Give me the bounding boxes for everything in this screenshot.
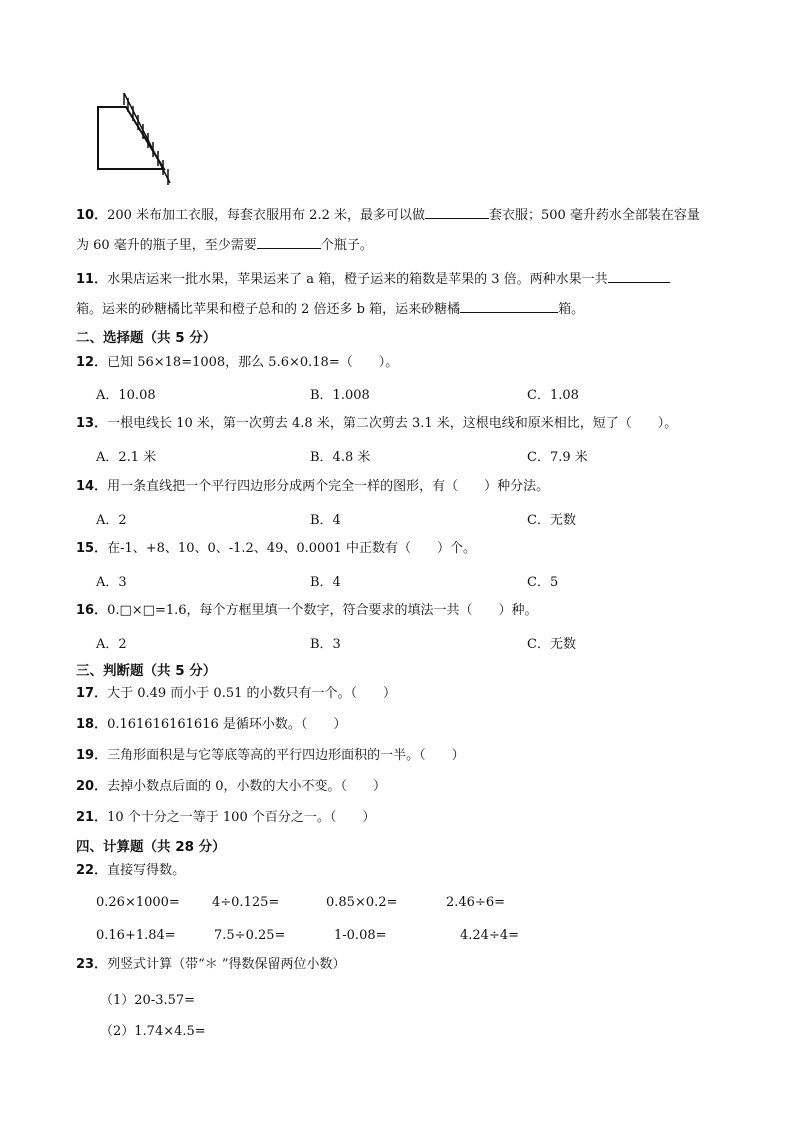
option-c[interactable]: C．无数	[527, 637, 576, 652]
option-a[interactable]: A．2.1 米	[96, 450, 157, 465]
option-a[interactable]: A．2	[96, 637, 127, 652]
calc-item: （1）20-3.57=	[100, 993, 196, 1008]
question-21: 21．10 个十分之一等于 100 个百分之一。（ ）	[76, 810, 376, 825]
option-a[interactable]: A．3	[96, 575, 127, 590]
calc-item: （2）1.74×4.5=	[100, 1024, 206, 1039]
question-16: 16．0.□×□=1.6，每个方框里填一个数字，符合要求的填法一共（ ）种。	[76, 603, 538, 618]
question-number: 11．	[76, 272, 108, 287]
answer-blank[interactable]	[257, 236, 321, 249]
answer-blank[interactable]	[608, 270, 670, 283]
question-number: 17．	[76, 686, 108, 701]
question-number: 23．	[76, 957, 108, 972]
option-c[interactable]: C．5	[527, 575, 559, 590]
question-22: 22．直接写得数。	[76, 863, 186, 878]
question-number: 16．	[76, 603, 108, 618]
question-19: 19．三角形面积是与它等底等高的平行四边形面积的一半。（ ）	[76, 748, 465, 763]
option-b[interactable]: B．4	[310, 513, 341, 528]
question-15: 15．在-1、+8、10、0、-1.2、49、0.0001 中正数有（ ）个。	[76, 541, 476, 556]
calc-item: 0.26×1000=	[96, 895, 180, 910]
question-20: 20．去掉小数点后面的 0，小数的大小不变。（ ）	[76, 779, 386, 794]
question-14: 14．用一条直线把一个平行四边形分成两个完全一样的图形，有（ ）种分法。	[76, 479, 550, 494]
question-number: 18．	[76, 717, 108, 732]
question-11: 11．水果店运来一批水果，苹果运来了 a 箱，橙子运来的箱数是苹果的 3 倍。两种水果一共	[76, 270, 670, 289]
answer-blank[interactable]	[460, 300, 558, 313]
question-17: 17．大于 0.49 而小于 0.51 的小数只有一个。（ ）	[76, 686, 397, 701]
option-c[interactable]: C．7.9 米	[527, 450, 588, 465]
section-heading: 四、计算题（共 28 分）	[76, 839, 226, 855]
question-number: 12．	[76, 355, 108, 370]
question-10-line-2: 为 60 毫升的瓶子里，至少需要 个瓶子。	[76, 238, 373, 253]
question-12: 12．已知 56×18=1008，那么 5.6×0.18=（ ）。	[76, 355, 399, 370]
question-number: 21．	[76, 810, 108, 825]
question-number: 20．	[76, 779, 108, 794]
option-c[interactable]: C．1.08	[527, 388, 579, 403]
question-23: 23．列竖式计算（带“＊ ”得数保留两位小数）	[76, 957, 346, 972]
calc-item: 4÷0.125=	[212, 895, 280, 910]
question-number: 15．	[76, 541, 108, 556]
option-b[interactable]: B．4.8 米	[310, 450, 371, 465]
calc-item: 4.24÷4=	[460, 928, 520, 943]
question-number: 14．	[76, 479, 108, 494]
answer-blank[interactable]	[425, 206, 489, 219]
calc-item: 0.85×0.2=	[326, 895, 398, 910]
option-a[interactable]: A．2	[96, 513, 127, 528]
option-a[interactable]: A．10.08	[96, 388, 156, 403]
question-number: 19．	[76, 748, 108, 763]
calc-item: 1-0.08=	[334, 928, 387, 943]
question-13: 13．一根电线长 10 米，第一次剪去 4.8 米，第二次剪去 3.1 米，这根电线和原米相比，短了（ ）。	[76, 416, 678, 431]
question-18: 18．0.161616161616 是循环小数。（ ）	[76, 717, 347, 732]
question-number: 13．	[76, 416, 108, 431]
question-number: 22．	[76, 863, 108, 878]
question-10: 10．200 米布加工衣服，每套衣服用布 2.2 米，最多可以做 套衣服；500 毫升药水全部装在容量	[76, 208, 700, 223]
question-11-line-2: 箱。运来的砂糖橘比苹果和橙子总和的 2 倍还多 b 箱，运来砂糖橘 箱。	[76, 302, 585, 317]
calc-item: 2.46÷6=	[446, 895, 506, 910]
section-heading: 二、选择题（共 5 分）	[76, 330, 217, 346]
section-heading: 三、判断题（共 5 分）	[76, 663, 217, 679]
option-b[interactable]: B．3	[310, 637, 341, 652]
option-c[interactable]: C．无数	[527, 513, 576, 528]
option-b[interactable]: B．4	[310, 575, 341, 590]
question-number: 10．	[76, 208, 108, 223]
option-b[interactable]: B．1.008	[310, 388, 370, 403]
calc-item: 0.16+1.84=	[96, 928, 176, 943]
trapezoid-figure	[88, 85, 178, 195]
calc-item: 7.5÷0.25=	[214, 928, 286, 943]
